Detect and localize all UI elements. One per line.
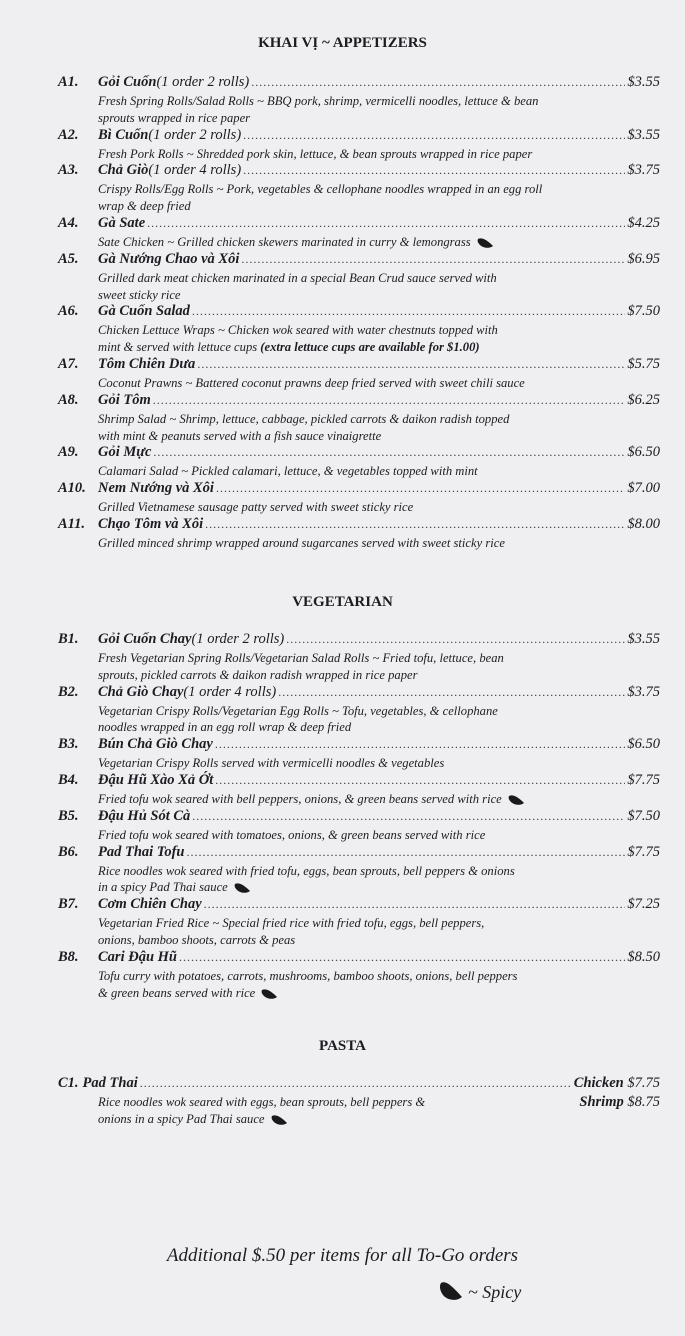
item-name: Gỏi Cuốn: [98, 74, 157, 90]
desc-line: [98, 667, 660, 684]
pasta-list: [58, 1075, 660, 1128]
item-description: [58, 181, 660, 215]
item-code: B1.: [58, 631, 79, 647]
item-code: B8.: [58, 948, 79, 965]
item-title-row: [58, 356, 660, 375]
item-price: $8.00: [627, 515, 660, 532]
desc-text: wrap & deep fried: [98, 199, 191, 214]
dot-leader: [243, 163, 625, 178]
desc-text: sprouts wrapped in rice paper: [98, 110, 251, 125]
item-price: $4.25: [627, 214, 660, 231]
item-description: [58, 411, 660, 445]
item-name: Đậu Hũ Xào Xả Ớt: [98, 771, 214, 788]
item-description: [58, 863, 660, 897]
menu-item-a2: [58, 127, 660, 163]
desc-text: Grilled minced shrimp wrapped around sugarcanes served with sweet sticky rice: [98, 535, 505, 550]
desc-line: [98, 375, 660, 392]
menu-item-b1: [58, 631, 660, 684]
item-price: $3.55: [627, 631, 660, 647]
menu-item-a8: [58, 392, 660, 445]
item-description: [58, 1094, 425, 1128]
desc-line: [98, 703, 660, 720]
menu-item-a11: [58, 516, 660, 552]
desc-text: Fried tofu wok seared with bell peppers, onions, & green beans served with rice: [98, 791, 502, 806]
item-price: $6.95: [627, 250, 660, 267]
dot-leader: [140, 1076, 572, 1091]
item-title-row: [58, 631, 660, 650]
item-description: [58, 375, 660, 392]
desc-text: sweet sticky rice: [98, 287, 181, 302]
item-code: B3.: [58, 736, 79, 753]
item-description: [58, 827, 660, 844]
item-title-row: [58, 844, 660, 863]
desc-line: [98, 270, 660, 287]
menu-item-a1: [58, 74, 660, 127]
item-name: Pad Thai Tofu: [98, 843, 185, 860]
desc-text: Sate Chicken ~ Grilled chicken skewers marinated in curry & lemongrass: [98, 234, 471, 249]
desc-text: Fresh Vegetarian Spring Rolls/Vegetarian Salad Rolls ~ Fried tofu, lettuce, bean: [98, 651, 504, 665]
desc-line: [98, 650, 660, 667]
item-description: [58, 650, 660, 684]
item-title-row: [58, 215, 660, 234]
item-code: B5.: [58, 807, 79, 824]
item-price: $3.75: [627, 162, 660, 179]
dot-leader: [215, 773, 625, 788]
item-description: [58, 234, 660, 251]
desc-line: [98, 339, 660, 356]
item-title-row: [58, 772, 660, 791]
item-name: Bún Chả Giò Chay: [98, 736, 213, 753]
section-title-pasta: PASTA: [319, 1038, 366, 1054]
desc-text: Vegetarian Crispy Rolls served with vermicelli noodles & vegetables: [98, 756, 445, 771]
menu-item-b4: [58, 772, 660, 808]
item-name: Cari Đậu Hũ: [98, 948, 177, 965]
dot-leader: [215, 737, 626, 752]
desc-line: [98, 791, 660, 808]
desc-line: [98, 198, 660, 215]
desc-text: Chicken Lettuce Wraps ~ Chicken wok seared with water chestnuts topped with: [98, 323, 498, 338]
item-code: B2.: [58, 683, 79, 700]
desc-line: [98, 827, 660, 844]
dot-leader: [186, 845, 625, 860]
menu-item-a9: [58, 444, 660, 480]
vegetarian-list: [58, 631, 660, 1001]
dot-leader: [192, 809, 625, 824]
item-name: Gỏi Cuốn Chay: [98, 631, 192, 647]
desc-text: & green beans served with rice: [98, 985, 256, 1000]
item-price: $7.50: [627, 303, 660, 320]
item-title-row: [58, 808, 660, 827]
item-title-row: [58, 74, 660, 93]
item-portion: (1 order 4 rolls): [183, 683, 277, 700]
item-price: $3.55: [627, 74, 660, 90]
desc-text: noodles wrapped in an egg roll wrap & deep fried: [98, 720, 352, 735]
menu-item-a6: [58, 303, 660, 356]
menu-item-a7: [58, 356, 660, 392]
legend-label: ~ Spicy: [468, 1281, 522, 1302]
item-description: [58, 270, 660, 304]
item-price: $7.75: [627, 843, 660, 860]
item-price: $3.55: [627, 126, 660, 143]
desc-text: sprouts, pickled carrots & daikon radish wrapped in rice paper: [98, 667, 418, 682]
desc-line: [98, 719, 660, 736]
appetizers-list: [58, 74, 660, 552]
desc-text: mint & served with lettuce cups: [98, 340, 258, 355]
menu-item-a10: [58, 480, 660, 516]
item-name: Đậu Hủ Sót Cà: [98, 807, 191, 824]
menu-item-b7: [58, 896, 660, 949]
desc-line: [98, 879, 660, 896]
item-name: Gà Sate: [98, 214, 146, 231]
desc-text: Rice noodles wok seared with fried tofu, eggs, bean sprouts, bell peppers & onions: [98, 863, 515, 878]
section-title-vegetarian: VEGETARIAN: [292, 594, 393, 610]
menu-item-a5: [58, 251, 660, 304]
item-name: Chả Giò: [98, 162, 149, 179]
option-label: Chicken: [573, 1075, 624, 1091]
item-title-row: [58, 444, 660, 463]
item-description: [58, 146, 660, 163]
item-name: Chả Giò Chay: [98, 683, 184, 700]
item-description: [58, 322, 660, 356]
item-title-row: [58, 303, 660, 322]
item-description: [58, 499, 660, 516]
desc-line: [98, 463, 660, 480]
item-code: A6.: [58, 303, 79, 320]
item-price: $3.75: [627, 683, 660, 700]
item-code: A10.: [58, 480, 86, 497]
desc-line: [98, 146, 660, 163]
desc-line: [98, 985, 660, 1002]
item-price: $5.75: [627, 355, 660, 372]
dot-leader: [286, 632, 625, 647]
desc-line: Rice noodles wok seared with eggs, bean sprouts, bell peppers &: [98, 1095, 426, 1109]
item-code: C1.: [58, 1075, 79, 1091]
item-price: $7.00: [627, 480, 660, 497]
dot-leader: [251, 75, 625, 90]
dot-leader: [241, 252, 625, 267]
desc-line: [98, 234, 660, 251]
dot-leader: [147, 216, 625, 231]
chili-pepper-icon: [508, 794, 525, 806]
desc-text: Vegetarian Fried Rice ~ Special fried rice with fried tofu, eggs, bell peppers,: [98, 916, 485, 931]
desc-text: with mint & peanuts served with a fish sauce vinaigrette: [98, 428, 382, 443]
option-price: $8.75: [627, 1094, 660, 1110]
item-name: Chạo Tôm và Xôi: [98, 515, 204, 532]
item-code: A9.: [58, 444, 79, 461]
dot-leader: [192, 304, 626, 319]
item-name: Bì Cuốn: [98, 126, 149, 143]
item-portion: (1 order 2 rolls): [191, 631, 285, 647]
item-name: Tôm Chiên Dưa: [98, 355, 196, 372]
item-title-row: [58, 684, 660, 703]
item-description: [58, 93, 660, 127]
dot-leader: [205, 517, 625, 532]
desc-line: [98, 181, 660, 198]
menu-item-a3: [58, 162, 660, 215]
desc-text: Fresh Pork Rolls ~ Shredded pork skin, lettuce, & bean sprouts wrapped in rice paper: [98, 146, 533, 161]
item-price: $6.50: [627, 736, 660, 753]
desc-line: [98, 499, 660, 516]
spicy-legend: [438, 1280, 521, 1304]
item-price: $6.50: [627, 444, 660, 461]
item-name: Cơm Chiên Chay: [98, 896, 202, 913]
desc-line: [98, 863, 660, 880]
chili-pepper-icon: [271, 1114, 288, 1126]
option-price: $7.75: [627, 1075, 660, 1091]
chili-pepper-icon: [438, 1280, 468, 1304]
desc-line: [98, 428, 660, 445]
item-portion: (1 order 2 rolls): [148, 126, 242, 143]
item-code: B4.: [58, 771, 79, 788]
item-code: A5.: [58, 250, 79, 267]
dot-leader: [153, 445, 625, 460]
item-price: $7.25: [627, 896, 660, 913]
item-code: A8.: [58, 391, 79, 408]
menu-item-b5: [58, 808, 660, 844]
item-name: Gỏi Mực: [98, 444, 152, 461]
desc-line: [98, 411, 660, 428]
desc-text: Grilled Vietnamese sausage patty served with sweet sticky rice: [98, 500, 414, 515]
item-code: A7.: [58, 355, 79, 372]
desc-text: Tofu curry with potatoes, carrots, mushrooms, bamboo shoots, onions, bell peppers: [98, 968, 518, 983]
menu-item-c1: [58, 1075, 660, 1128]
chili-pepper-icon: [261, 988, 278, 1000]
menu-item-a4: [58, 215, 660, 251]
desc-line: [98, 932, 660, 949]
item-title-row: [58, 736, 660, 755]
item-description: [58, 755, 660, 772]
item-description: [58, 915, 660, 949]
item-title-row: [58, 392, 660, 411]
desc-line: [98, 968, 660, 985]
desc-line: [98, 110, 660, 127]
item-title-row: [58, 949, 660, 968]
item-name: Pad Thai: [82, 1075, 138, 1091]
dot-leader: [278, 685, 625, 700]
desc-line: [98, 287, 660, 304]
desc-line: onions in a spicy Pad Thai sauce: [98, 1111, 265, 1126]
item-price: $8.50: [627, 948, 660, 965]
item-title-row: [58, 516, 660, 535]
section-title-appetizers: KHAI VỊ ~ APPETIZERS: [258, 35, 427, 51]
menu-item-b8: [58, 949, 660, 1002]
desc-text: Shrimp Salad ~ Shrimp, lettuce, cabbage, pickled carrots & daikon radish topped: [98, 411, 510, 426]
item-description: [58, 791, 660, 808]
desc-line: [98, 322, 660, 339]
item-code: A1.: [58, 74, 79, 90]
item-code: A2.: [58, 126, 79, 143]
item-code: B6.: [58, 843, 79, 860]
desc-text: Coconut Prawns ~ Battered coconut prawns deep fried served with sweet chili sauce: [98, 375, 525, 390]
dot-leader: [216, 481, 625, 496]
item-code: A11.: [58, 515, 85, 532]
item-price: $6.25: [627, 391, 660, 408]
item-description: [58, 463, 660, 480]
price-chicken: [574, 1075, 660, 1092]
dot-leader: [197, 357, 625, 372]
desc-text: Grilled dark meat chicken marinated in a special Bean Crud sauce served with: [98, 270, 497, 285]
item-title-row: [58, 251, 660, 270]
menu-item-b3: [58, 736, 660, 772]
item-price: $7.75: [627, 771, 660, 788]
price-shrimp: [579, 1094, 660, 1128]
to-go-note: Additional $.50 per items for all To-Go orders: [166, 1245, 519, 1266]
item-code: B7.: [58, 896, 79, 913]
desc-text: Vegetarian Crispy Rolls/Vegetarian Egg Rolls ~ Tofu, vegetables, & cellophane: [98, 703, 498, 718]
desc-text: Crispy Rolls/Egg Rolls ~ Pork, vegetables & cellophane noodles wrapped in an egg roll: [98, 182, 543, 197]
item-description: [58, 703, 660, 737]
desc-text: Calamari Salad ~ Pickled calamari, lettuce, & vegetables topped with mint: [98, 464, 478, 479]
item-name: Nem Nướng và Xôi: [98, 480, 214, 497]
item-title-row: [58, 480, 660, 499]
item-code: A4.: [58, 214, 79, 231]
desc-line: [98, 915, 660, 932]
desc-line: [98, 535, 660, 552]
chili-pepper-icon: [477, 237, 494, 249]
item-title-row: [58, 162, 660, 181]
option-label: Shrimp: [579, 1094, 624, 1110]
dot-leader: [204, 897, 626, 912]
item-description: [58, 535, 660, 552]
desc-text: onions, bamboo shoots, carrots & peas: [98, 932, 296, 947]
chili-pepper-icon: [234, 882, 251, 894]
dot-leader: [179, 950, 625, 965]
item-name: Gà Cuốn Salad: [98, 303, 190, 320]
desc-text: in a spicy Pad Thai sauce: [98, 880, 228, 895]
desc-line: [98, 755, 660, 772]
menu-item-b6: [58, 844, 660, 897]
item-name: Gà Nướng Chao và Xôi: [98, 250, 240, 267]
dot-leader: [153, 393, 626, 408]
dot-leader: [243, 128, 625, 143]
item-description: [58, 968, 660, 1002]
desc-line: [98, 93, 660, 110]
item-title-row: [58, 896, 660, 915]
desc-bold-note: (extra lettuce cups are available for $1.00): [257, 340, 480, 355]
item-code: A3.: [58, 162, 79, 179]
desc-text: Fresh Spring Rolls/Salad Rolls ~ BBQ pork, shrimp, vermicelli noodles, lettuce & bean: [98, 94, 539, 108]
item-title-row: [58, 127, 660, 146]
item-portion: (1 order 4 rolls): [148, 162, 242, 179]
menu-item-b2: [58, 684, 660, 737]
item-name: Gỏi Tôm: [98, 391, 151, 408]
item-portion: (1 order 2 rolls): [156, 74, 250, 90]
desc-text: Fried tofu wok seared with tomatoes, onions, & green beans served with rice: [98, 827, 486, 842]
item-price: $7.50: [627, 807, 660, 824]
